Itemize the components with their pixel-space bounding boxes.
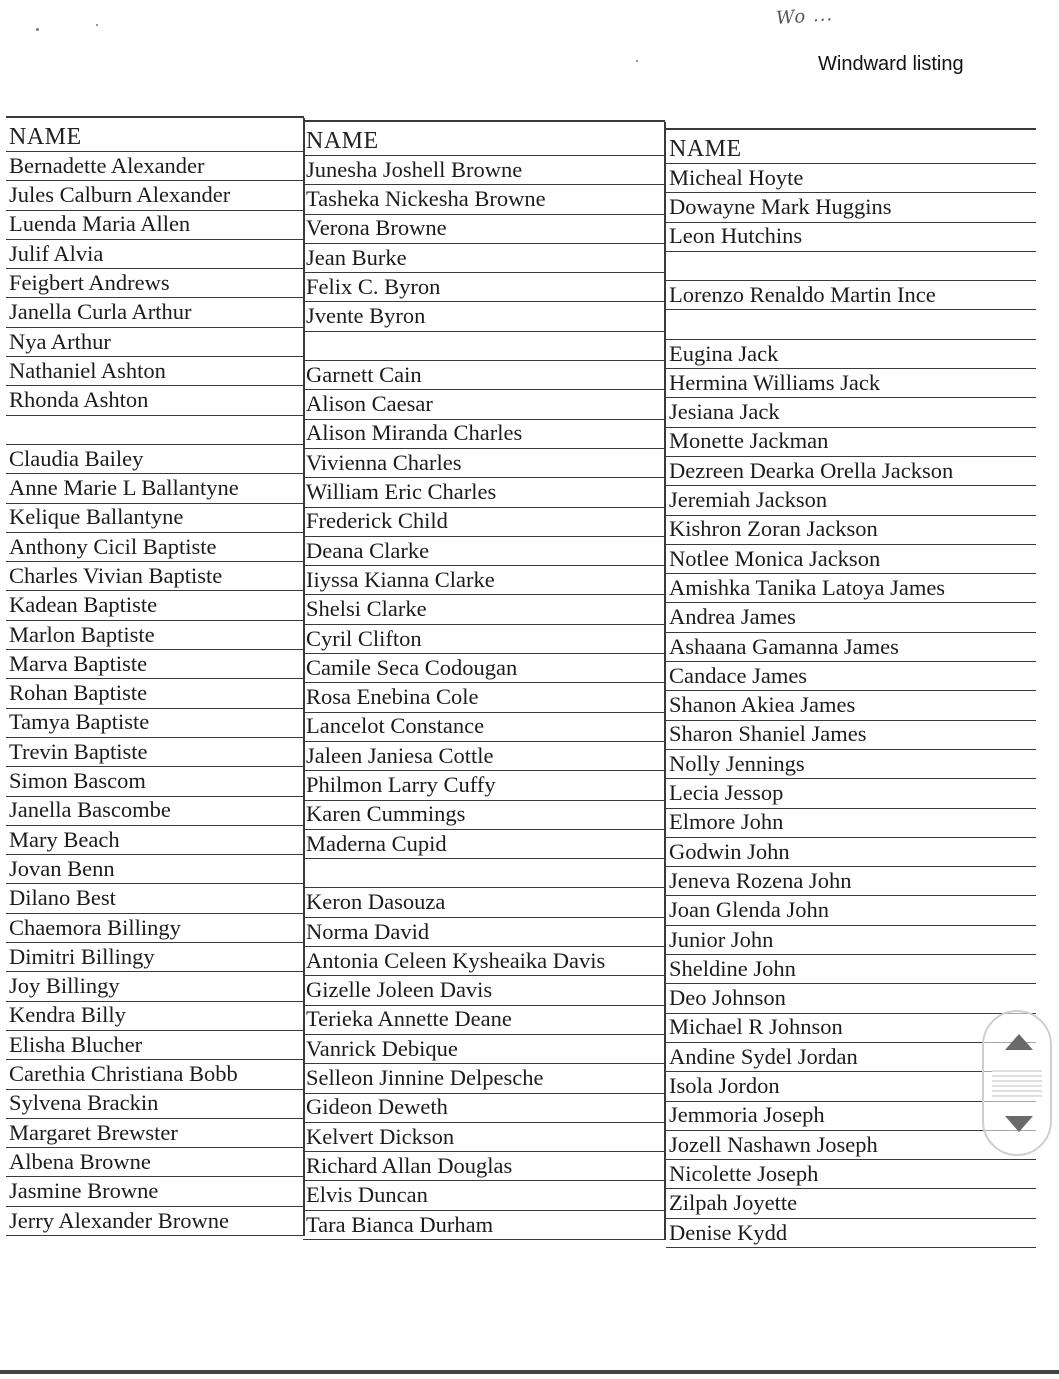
- table-row: [6, 621, 304, 650]
- name-cell: Elisha Blucher: [9, 1031, 143, 1057]
- name-cell: Andine Sydel Jordan: [669, 1043, 858, 1069]
- name-cell: Jesiana Jack: [669, 399, 780, 425]
- table-row: [6, 328, 304, 357]
- document-title: Windward listing: [818, 53, 964, 75]
- table-row: [666, 604, 1036, 633]
- table-row: [303, 478, 665, 507]
- name-cell: Rohan Baptiste: [9, 680, 148, 706]
- name-cell: Eugina Jack: [669, 340, 779, 366]
- name-cell: Sylvena Brackin: [9, 1090, 159, 1116]
- table-row: [303, 859, 665, 888]
- name-cell: Margaret Brewster: [9, 1119, 178, 1145]
- name-cell: Rhonda Ashton: [9, 387, 149, 413]
- table-row: [303, 1182, 665, 1211]
- name-cell: Verona Browne: [306, 215, 447, 241]
- name-cell: Felix C. Byron: [306, 273, 441, 299]
- name-cell: Alison Miranda Charles: [306, 420, 523, 446]
- name-cell: Nathaniel Ashton: [9, 357, 166, 383]
- name-cell: Karen Cummings: [306, 801, 466, 827]
- table-row: [303, 596, 665, 625]
- name-cell: Hermina Williams Jack: [669, 369, 881, 395]
- name-cell: Zilpah Joyette: [669, 1190, 798, 1216]
- name-cell: Bernadette Alexander: [9, 152, 205, 178]
- name-cell: Shanon Akiea James: [669, 692, 856, 718]
- name-cell: Jean Burke: [306, 244, 407, 270]
- name-cell: Candace James: [669, 662, 808, 688]
- table-row: [666, 457, 1036, 486]
- table-row: [666, 1014, 1036, 1043]
- table-row: [666, 750, 1036, 779]
- name-cell: Elvis Duncan: [306, 1182, 428, 1208]
- name-cell: Feigbert Andrews: [9, 269, 170, 295]
- name-cell: Kendra Billy: [9, 1002, 126, 1028]
- scroll-control[interactable]: [982, 1010, 1052, 1156]
- table-row: [6, 504, 304, 533]
- table-row: [6, 211, 304, 240]
- name-cell: Marlon Baptiste: [9, 621, 155, 647]
- name-cell: Gideon Deweth: [306, 1094, 448, 1120]
- name-cell: Kelvert Dickson: [306, 1123, 455, 1149]
- column-header-label: NAME: [9, 124, 82, 150]
- name-cell: Jaleen Janiesa Cottle: [306, 742, 494, 768]
- name-cell: Denise Kydd: [669, 1219, 788, 1245]
- name-cell: Nya Arthur: [9, 328, 111, 354]
- table-row: [666, 867, 1036, 896]
- table-row: [666, 369, 1036, 398]
- table-row: [666, 223, 1036, 252]
- table-row: [666, 164, 1036, 193]
- table-row: [303, 361, 665, 390]
- name-cell: Deo Johnson: [669, 985, 786, 1011]
- table-row: [6, 826, 304, 855]
- table-row: [303, 1006, 665, 1035]
- name-cell: Isola Jordon: [669, 1073, 780, 1099]
- name-cell: Maderna Cupid: [306, 830, 447, 856]
- table-row: [303, 449, 665, 478]
- table-row: [303, 508, 665, 537]
- name-cell: Lancelot Constance: [306, 713, 485, 739]
- table-row: [666, 955, 1036, 984]
- name-cell: Norma David: [306, 918, 430, 944]
- table-row: [303, 420, 665, 449]
- name-cell: Tara Bianca Durham: [306, 1211, 494, 1237]
- name-cell: Joy Billingy: [9, 973, 120, 999]
- table-row: [6, 1090, 304, 1119]
- table-row: [303, 156, 665, 185]
- table-row: [303, 1152, 665, 1181]
- table-row: [666, 340, 1036, 369]
- name-cell: Monette Jackman: [669, 428, 829, 454]
- table-row: [666, 428, 1036, 457]
- table-row: [303, 742, 665, 771]
- table-row: [6, 533, 304, 562]
- table-row: [666, 1131, 1036, 1160]
- name-cell: Andrea James: [669, 604, 796, 630]
- name-cell: Nolly Jennings: [669, 750, 805, 776]
- table-row: [6, 679, 304, 708]
- scan-speck: [36, 28, 39, 31]
- table-row: [6, 1119, 304, 1148]
- name-cell: Nicolette Joseph: [669, 1160, 819, 1186]
- table-row: [6, 474, 304, 503]
- table-row: [303, 185, 665, 214]
- name-cell: Garnett Cain: [306, 361, 422, 387]
- table-row: [303, 1094, 665, 1123]
- table-row: [303, 947, 665, 976]
- name-cell: Dowayne Mark Huggins: [669, 194, 892, 220]
- table-row: [666, 691, 1036, 720]
- table-row: [666, 281, 1036, 310]
- table-row: [666, 721, 1036, 750]
- table-row: [6, 416, 304, 445]
- table-row: [666, 838, 1036, 867]
- name-cell: Anthony Cicil Baptiste: [9, 533, 217, 559]
- table-row: [666, 252, 1036, 281]
- column-header: [666, 130, 1036, 164]
- column-header-label: NAME: [306, 128, 379, 154]
- name-cell: Junior John: [669, 926, 774, 952]
- name-cell: Carethia Christiana Bobb: [9, 1061, 238, 1087]
- name-cell: Albena Browne: [9, 1148, 151, 1174]
- name-cell: Amishka Tanika Latoya James: [669, 574, 946, 600]
- name-cell: Junesha Joshell Browne: [306, 156, 523, 182]
- name-cell: Julif Alvia: [9, 240, 104, 266]
- table-row: [303, 303, 665, 332]
- table-row: [666, 574, 1036, 603]
- name-cell: Marva Baptiste: [9, 650, 148, 676]
- table-row: [6, 1060, 304, 1089]
- name-cell: Dezreen Dearka Orella Jackson: [669, 457, 954, 483]
- handwritten-annotation: Wo ...: [775, 4, 834, 29]
- name-cell: Kishron Zoran Jackson: [669, 516, 878, 542]
- name-cell: Cyril Clifton: [306, 625, 422, 651]
- name-cell: Jasmine Browne: [9, 1178, 159, 1204]
- name-cell: Richard Allan Douglas: [306, 1152, 513, 1178]
- table-row: [303, 1211, 665, 1240]
- name-cell: Leon Hutchins: [669, 223, 803, 249]
- name-cell: Godwin John: [669, 838, 790, 864]
- name-cell: Claudia Bailey: [9, 445, 144, 471]
- name-cell: Antonia Celeen Kysheaika Davis: [306, 947, 606, 973]
- name-cell: Kadean Baptiste: [9, 592, 158, 618]
- table-row: [303, 537, 665, 566]
- name-cell: Sheldine John: [669, 955, 796, 981]
- name-cell: Shelsi Clarke: [306, 596, 427, 622]
- name-cell: Joan Glenda John: [669, 897, 829, 923]
- name-cell: Lecia Jessop: [669, 780, 784, 806]
- name-cell: Camile Seca Codougan: [306, 654, 518, 680]
- table-row: [303, 771, 665, 800]
- name-cell: Jerry Alexander Browne: [9, 1207, 229, 1233]
- name-cell: Rosa Enebina Cole: [306, 684, 479, 710]
- table-row: [666, 662, 1036, 691]
- name-cell: Micheal Hoyte: [669, 164, 804, 190]
- table-row: [6, 269, 304, 298]
- table-row: [666, 1190, 1036, 1219]
- scan-speck: [96, 24, 98, 26]
- name-cell: Jeneva Rozena John: [669, 867, 852, 893]
- table-row: [6, 445, 304, 474]
- table-row: [303, 976, 665, 1005]
- name-cell: Elmore John: [669, 809, 784, 835]
- name-cell: Michael R Johnson: [669, 1014, 843, 1040]
- table-row: [303, 830, 665, 859]
- table-row: [303, 801, 665, 830]
- table-row: [6, 299, 304, 328]
- table-row: [303, 566, 665, 595]
- name-cell: Jules Calburn Alexander: [9, 182, 231, 208]
- table-row: [666, 1160, 1036, 1189]
- name-cell: Lorenzo Renaldo Martin Ince: [669, 281, 936, 307]
- table-row: [666, 926, 1036, 955]
- table-row: [666, 545, 1036, 574]
- table-row: [666, 398, 1036, 427]
- name-cell: Vivienna Charles: [306, 449, 462, 475]
- table-row: [6, 592, 304, 621]
- table-row: [303, 273, 665, 302]
- table-row: [303, 1123, 665, 1152]
- name-cell: Chaemora Billingy: [9, 914, 181, 940]
- name-cell: Jvente Byron: [306, 303, 426, 329]
- table-row: [6, 152, 304, 181]
- table-row: [666, 1102, 1036, 1131]
- table-row: [6, 1002, 304, 1031]
- table-row: [303, 332, 665, 361]
- table-row: [6, 943, 304, 972]
- table-row: [6, 797, 304, 826]
- table-row: [6, 650, 304, 679]
- table-row: [303, 244, 665, 273]
- name-cell: Selleon Jinnine Delpesche: [306, 1065, 544, 1091]
- scan-speck: [636, 60, 638, 62]
- name-cell: Tamya Baptiste: [9, 709, 150, 735]
- table-row: [6, 357, 304, 386]
- column-header: [303, 122, 665, 156]
- table-row: [666, 809, 1036, 838]
- name-cell: Jovan Benn: [9, 855, 115, 881]
- table-row: [6, 738, 304, 767]
- table-row: [6, 181, 304, 210]
- table-row: [303, 625, 665, 654]
- scroll-down-arrow-icon[interactable]: [1005, 1116, 1033, 1132]
- table-row: [666, 193, 1036, 222]
- table-row: [666, 633, 1036, 662]
- name-cell: Simon Bascom: [9, 768, 146, 794]
- name-cell: Ashaana Gamanna James: [669, 633, 899, 659]
- table-row: [6, 709, 304, 738]
- table-row: [6, 914, 304, 943]
- column-header: [6, 118, 304, 152]
- table-row: [303, 1064, 665, 1093]
- name-cell: Keron Dasouza: [306, 889, 446, 915]
- table-row: [6, 562, 304, 591]
- table-row: [666, 1072, 1036, 1101]
- name-cell: Iiyssa Kianna Clarke: [306, 566, 495, 592]
- table-row: [6, 972, 304, 1001]
- table-row: [666, 1219, 1036, 1248]
- name-cell: Jemmoria Joseph: [669, 1102, 825, 1128]
- name-cell: Gizelle Joleen Davis: [306, 977, 493, 1003]
- scroll-up-arrow-icon[interactable]: [1005, 1034, 1033, 1050]
- table-row: [6, 1031, 304, 1060]
- name-cell: Philmon Larry Cuffy: [306, 772, 496, 798]
- table-row: [303, 215, 665, 244]
- table-row: [303, 918, 665, 947]
- name-cell: Luenda Maria Allen: [9, 211, 191, 237]
- name-cell: Dimitri Billingy: [9, 943, 155, 969]
- name-cell: Notlee Monica Jackson: [669, 545, 881, 571]
- name-cell: Terieka Annette Deane: [306, 1006, 512, 1032]
- name-cell: Charles Vivian Baptiste: [9, 562, 223, 588]
- name-cell: Kelique Ballantyne: [9, 504, 184, 530]
- table-row: [666, 1043, 1036, 1072]
- name-cell: Dilano Best: [9, 885, 116, 911]
- table-row: [666, 516, 1036, 545]
- table-row: [6, 1178, 304, 1207]
- page-bottom-edge: [0, 1370, 1059, 1374]
- name-cell: Tasheka Nickesha Browne: [306, 186, 546, 212]
- name-cell: Janella Bascombe: [9, 797, 171, 823]
- name-cell: Sharon Shaniel James: [669, 721, 867, 747]
- name-cell: Mary Beach: [9, 826, 120, 852]
- table-row: [303, 1035, 665, 1064]
- table-row: [303, 683, 665, 712]
- table-row: [303, 889, 665, 918]
- table-row: [6, 767, 304, 796]
- column-header-label: NAME: [669, 136, 742, 162]
- name-cell: William Eric Charles: [306, 479, 497, 505]
- table-row: [666, 779, 1036, 808]
- table-row: [6, 240, 304, 269]
- table-row: [666, 897, 1036, 926]
- table-row: [6, 1148, 304, 1177]
- table-row: [666, 984, 1036, 1013]
- name-cell: Jeremiah Jackson: [669, 487, 828, 513]
- table-row: [303, 390, 665, 419]
- name-cell: Trevin Baptiste: [9, 738, 148, 764]
- table-row: [666, 486, 1036, 515]
- name-cell: Vanrick Debique: [306, 1035, 458, 1061]
- table-row: [6, 386, 304, 415]
- table-row: [303, 713, 665, 742]
- table-row: [666, 311, 1036, 340]
- name-cell: Jozell Nashawn Joseph: [669, 1131, 878, 1157]
- name-cell: Janella Curla Arthur: [9, 299, 192, 325]
- scroll-grip[interactable]: [992, 1070, 1042, 1100]
- name-cell: Anne Marie L Ballantyne: [9, 475, 239, 501]
- name-cell: Alison Caesar: [306, 391, 433, 417]
- table-row: [6, 1207, 304, 1236]
- name-cell: Frederick Child: [306, 508, 448, 534]
- table-row: [6, 855, 304, 884]
- table-row: [303, 654, 665, 683]
- table-row: [6, 885, 304, 914]
- name-cell: Deana Clarke: [306, 537, 430, 563]
